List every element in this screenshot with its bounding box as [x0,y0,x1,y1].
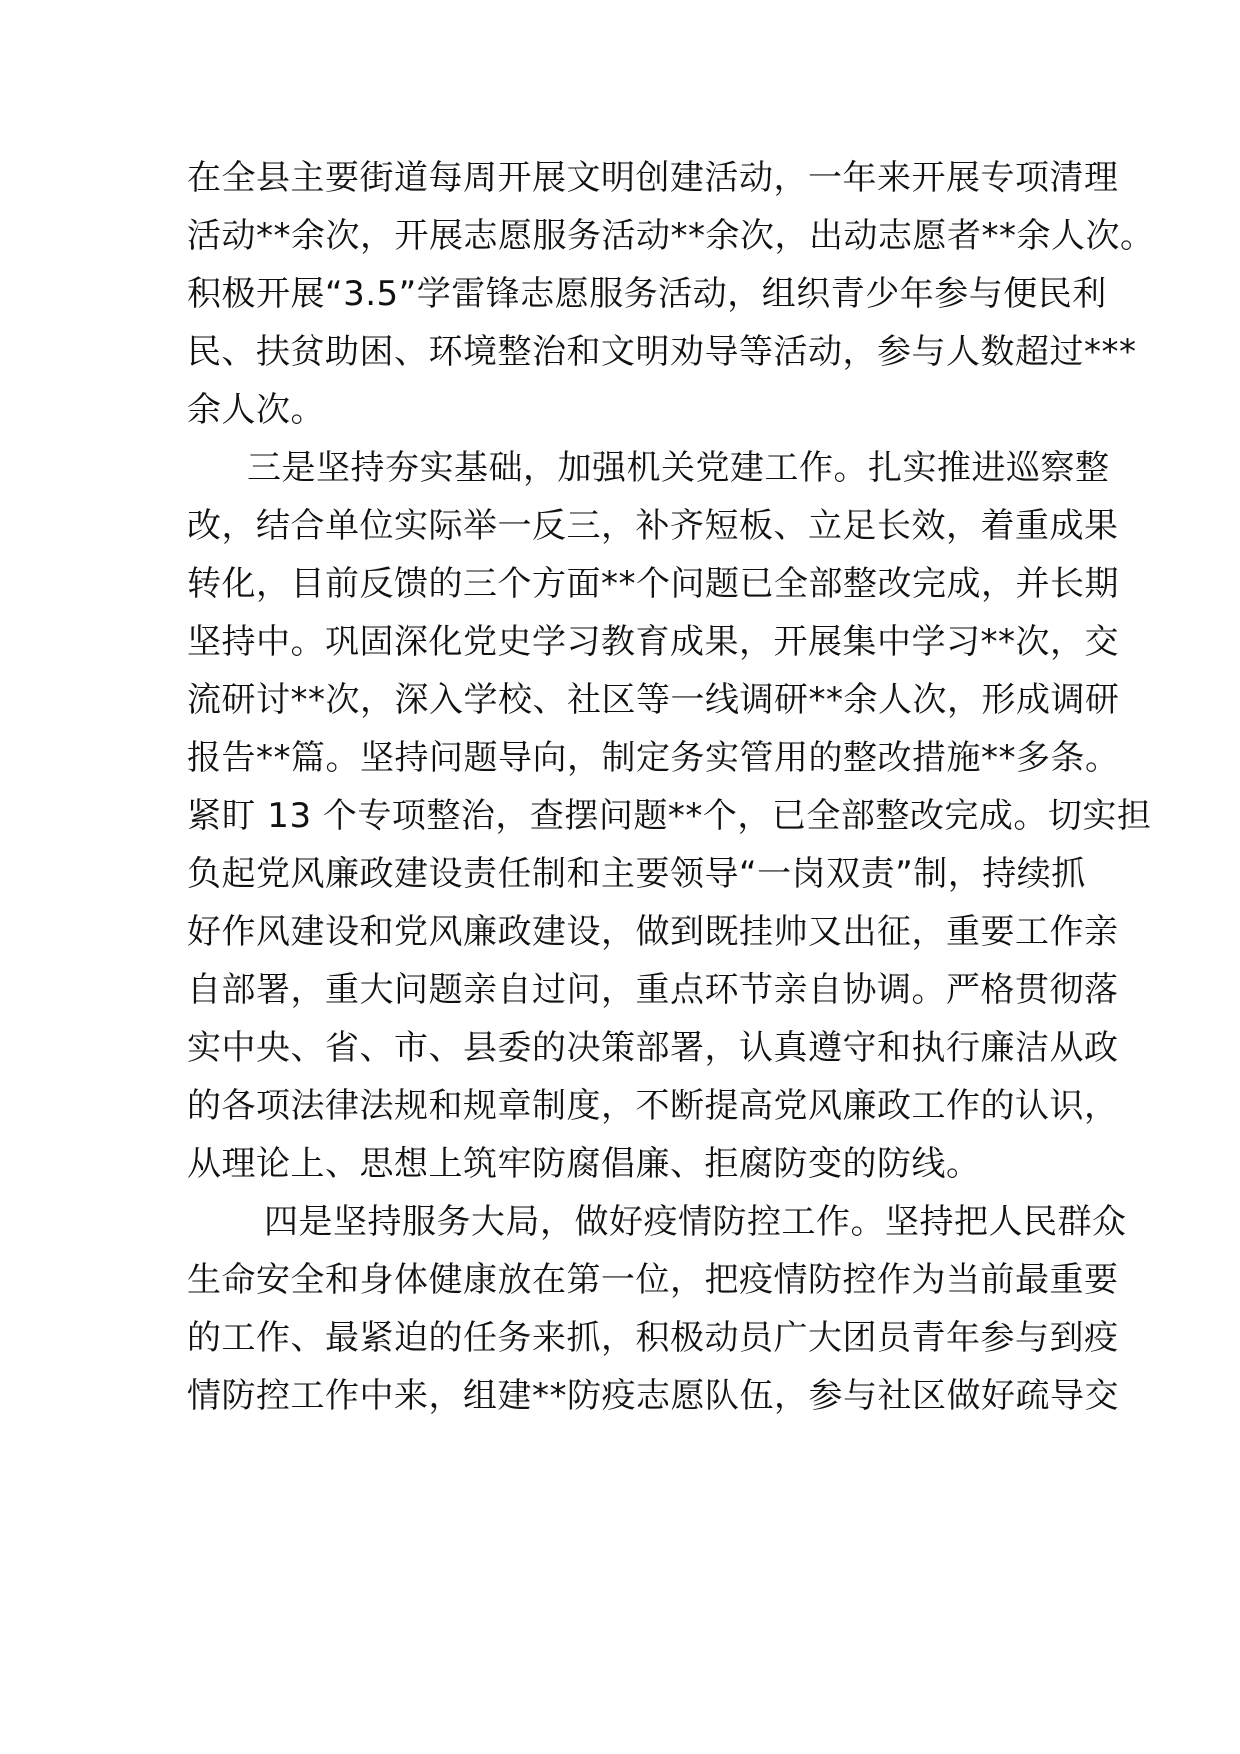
text-line: 报告**篇。坚持问题导向，制定务实管用的整改措施**多条。 [187,738,1120,778]
text-line: 余人次。 [187,390,325,430]
text-line: 的各项法律法规和规章制度，不断提高党风廉政工作的认识， [187,1086,1119,1126]
text-line: 改，结合单位实际举一反三，补齐短板、立足长效，着重成果 [187,506,1119,546]
text-line: 从理论上、思想上筑牢防腐倡廉、拒腐防变的防线。 [187,1144,981,1184]
text-line: 积极开展“3.5”学雷锋志愿服务活动，组织青少年参与便民利 [187,274,1107,314]
text-line: 坚持中。巩固深化党史学习教育成果，开展集中学习**次，交 [187,622,1119,662]
text-line: 活动**余次，开展志愿服务活动**余次，出动志愿者**余人次。 [187,216,1155,256]
text-line: 转化，目前反馈的三个方面**个问题已全部整改完成，并长期 [187,564,1119,604]
text-line: 自部署，重大问题亲自过问，重点环节亲自协调。严格贯彻落 [187,970,1119,1010]
text-line: 好作风建设和党风廉政建设，做到既挂帅又出征，重要工作亲 [187,912,1119,952]
text-line: 紧盯 13 个专项整治，查摆问题**个，已全部整改完成。切实担 [187,796,1152,836]
text-line: 实中央、省、市、县委的决策部署，认真遵守和执行廉洁从政 [187,1028,1119,1068]
text-line: 情防控工作中来，组建**防疫志愿队伍，参与社区做好疏导交 [187,1376,1119,1416]
text-line: 流研讨**次，深入学校、社区等一线调研**余人次，形成调研 [187,680,1120,720]
text-line: 民、扶贫助困、环境整治和文明劝导等活动，参与人数超过*** [187,332,1137,372]
text-line: 四是坚持服务大局，做好疫情防控工作。坚持把人民群众 [264,1202,1127,1242]
text-line: 负起党风廉政建设责任制和主要领导“一岗双责”制，持续抓 [187,854,1086,894]
text-line: 在全县主要街道每周开展文明创建活动，一年来开展专项清理 [187,158,1119,198]
text-line: 三是坚持夯实基础，加强机关党建工作。扎实推进巡察整 [247,448,1110,488]
text-line: 生命安全和身体健康放在第一位，把疫情防控作为当前最重要 [187,1260,1119,1300]
text-line: 的工作、最紧迫的任务来抓，积极动员广大团员青年参与到疫 [187,1318,1119,1358]
